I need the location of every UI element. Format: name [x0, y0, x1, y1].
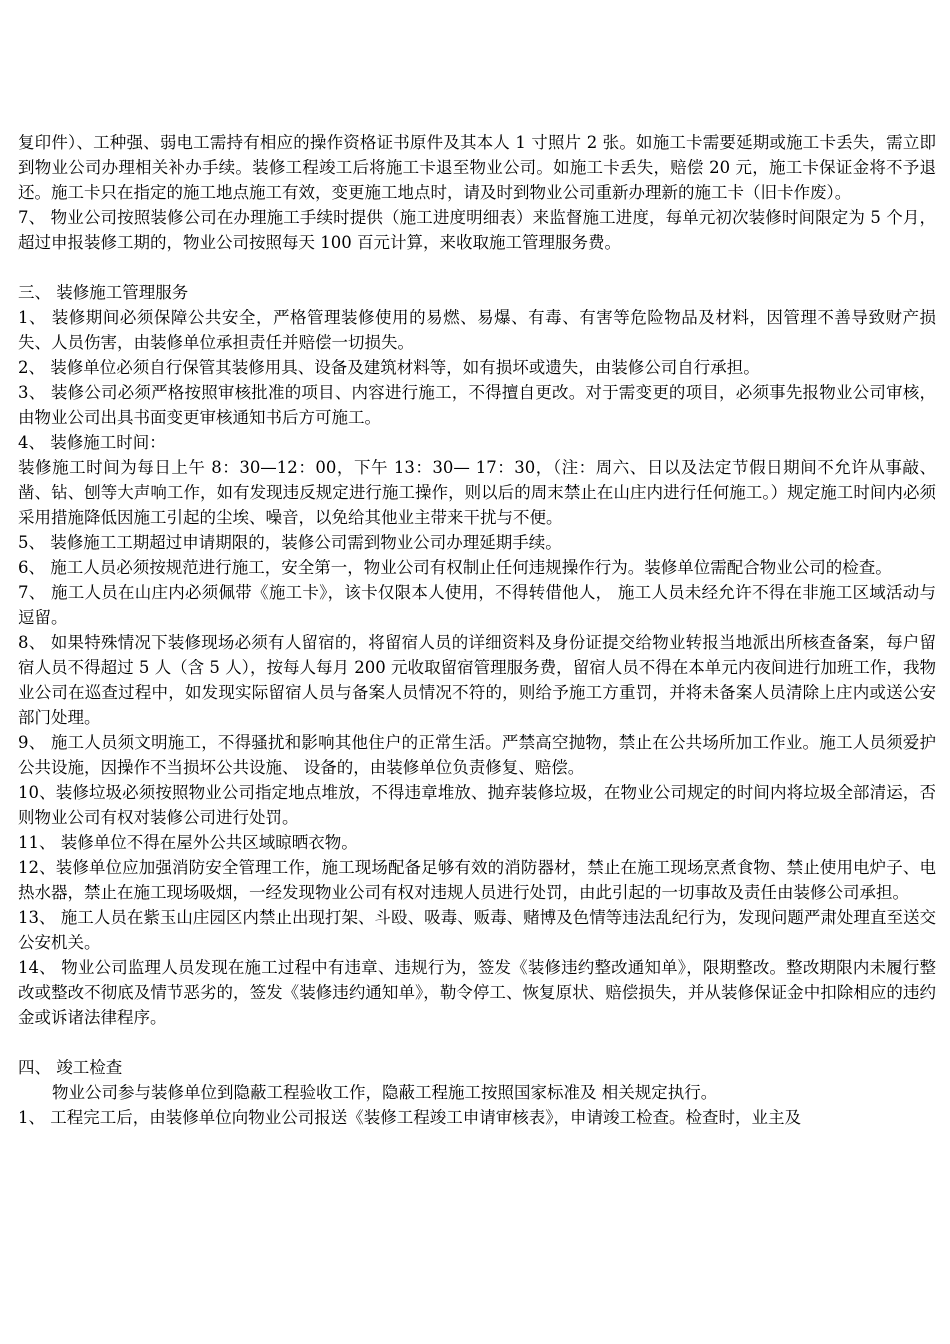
paragraph-continuation: 复印件）、工种强、弱电工需持有相应的操作资格证书原件及其本人 1 寸照片 2 张。如施工卡需要延期或施工卡丢失，需立即到物业公司办理相关补办手续。装修工程竣工后将施工卡退至物业公司。如施工卡丢失，赔偿 20 元，施工卡保证金将不予退还。施工卡只在指定的施工地点施工有效，变更施工地点时，请及时到物业公司重新办理新的施工卡（旧卡作废）。: [18, 133, 936, 202]
section-3-item-4: 4、 装修施工时间：: [18, 433, 166, 452]
spacer: [18, 1030, 936, 1055]
section-3-item-7: 7、 施工人员在山庄内必须佩带《施工卡》，该卡仅限本人使用，不得转借他人， 施工人员未经允许不得在非施工区域活动与逗留。: [18, 583, 936, 627]
section-3-item-2: 2、 装修单位必须自行保管其装修用具、设备及建筑材料等，如有损坏或遗失，由装修公司自行承担。: [18, 358, 760, 377]
section-3-item-3: 3、 装修公司必须严格按照审核批准的项目、内容进行施工，不得擅自更改。对于需变更的项目，必须事先报物业公司审核，由物业公司出具书面变更审核通知书后方可施工。: [18, 383, 936, 427]
section-3-item-5: 5、 装修施工工期超过申请期限的，装修公司需到物业公司办理延期手续。: [18, 533, 562, 552]
document-page: [18, 130, 936, 1130]
section-3-heading: 三、 装修施工管理服务: [18, 283, 189, 302]
section-4-intro: 物业公司参与装修单位到隐蔽工程验收工作，隐蔽工程施工按照国家标准及 相关规定执行。: [52, 1083, 718, 1102]
spacer: [18, 255, 936, 280]
section-3-item-9: 9、 施工人员须文明施工，不得骚扰和影响其他住户的正常生活。严禁高空抛物，禁止在公共场所加工作业。施工人员须爱护公共设施，因操作不当损坏公共设施、 设备的，由装修单位负责修复、赔偿。: [18, 733, 936, 777]
section-3-item-14: 14、 物业公司监理人员发现在施工过程中有违章、违规行为，签发《装修违约整改通知单》，限期整改。整改期限内未履行整改或整改不彻底及情节恶劣的，签发《装修违约通知单》，勒令停工、恢复原状、赔偿损失，并从装修保证金中扣除相应的违约金或诉诸法律程序。: [18, 958, 936, 1027]
paragraph-item-7: 7、 物业公司按照装修公司在办理施工手续时提供（施工进度明细表）来监督施工进度，每单元初次装修时间限定为 5 个月，超过申报装修工期的，物业公司按照每天 100 百元计算，来收取施工管理服务费。: [18, 208, 936, 252]
section-3-item-12: 12、装修单位应加强消防安全管理工作，施工现场配备足够有效的消防器材，禁止在施工现场烹煮食物、禁止使用电炉子、电热水器，禁止在施工现场吸烟，一经发现物业公司有权对违规人员进行处罚，由此引起的一切事故及责任由装修公司承担。: [18, 858, 936, 902]
section-3-item-13: 13、 施工人员在紫玉山庄园区内禁止出现打架、斗殴、吸毒、贩毒、赌博及色情等违法乱纪行为，发现问题严肃处理直至送交公安机关。: [18, 908, 936, 952]
section-3-item-6: 6、 施工人员必须按规范进行施工，安全第一，物业公司有权制止任何违规操作行为。装修单位需配合物业公司的检查。: [18, 558, 892, 577]
section-4-item-1: 1、 工程完工后，由装修单位向物业公司报送《装修工程竣工申请审核表》，申请竣工检查。检查时，业主及: [18, 1108, 801, 1127]
section-3-item-8: 8、 如果特殊情况下装修现场必须有人留宿的，将留宿人员的详细资料及身份证提交给物业转报当地派出所核查备案，每户留宿人员不得超过 5 人（含 5 人），按每人每月 200 元收取留宿管理服务费，留宿人员不得在本单元内夜间进行加班工作，我物业公司在巡查过程中，如发现实际留宿人员与备案人员情况不符的，则给予施工方重罚，并将未备案人员清除上庄内或送公安部门处理。: [18, 633, 936, 727]
section-3-item-4-detail: 装修施工时间为每日上午 8：30—12：00，下午 13：30— 17：30，（注：周六、日以及法定节假日期间不允许从事敲、凿、钻、刨等大声响工作，如有发现违反规定进行施工操作，则以后的周末禁止在山庄内进行任何施工。）规定施工时间内必须采用措施降低因施工引起的尘埃、噪音，以免给其他业主带来干扰与不便。: [18, 458, 936, 527]
section-3-item-1: 1、 装修期间必须保障公共安全，严格管理装修使用的易燃、易爆、有毒、有害等危险物品及材料，因管理不善导致财产损失、人员伤害，由装修单位承担责任并赔偿一切损失。: [18, 308, 936, 352]
section-4-heading: 四、 竣工检查: [18, 1058, 123, 1077]
section-3-item-11: 11、 装修单位不得在屋外公共区域晾晒衣物。: [18, 833, 358, 852]
section-3-item-10: 10、装修垃圾必须按照物业公司指定地点堆放，不得违章堆放、抛弃装修垃圾，在物业公司规定的时间内将垃圾全部清运，否则物业公司有权对装修公司进行处罚。: [18, 783, 936, 827]
